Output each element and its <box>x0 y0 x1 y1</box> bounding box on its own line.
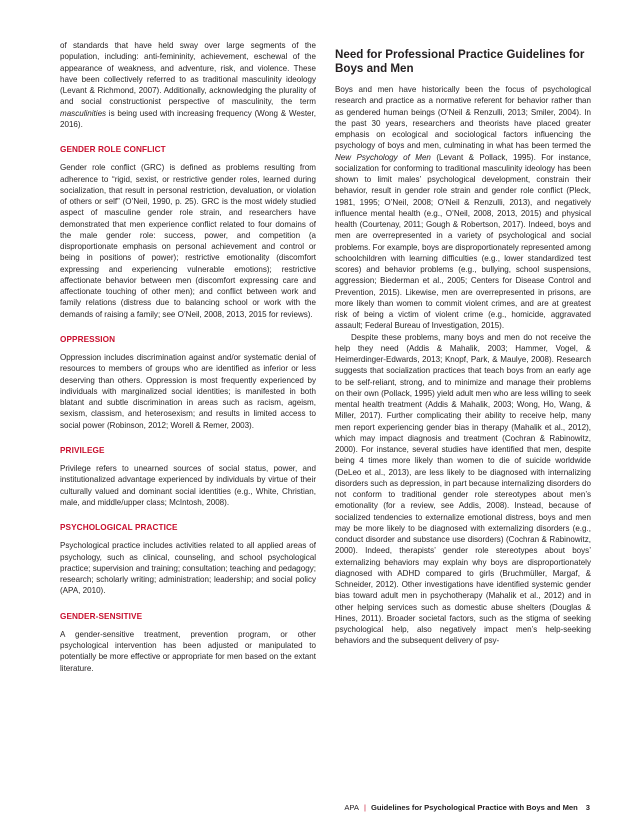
section-heading-privilege: PRIVILEGE <box>60 445 105 455</box>
footer-org: APA <box>344 803 359 812</box>
main-section-heading: Need for Professional Practice Guidelines for Boys and Men <box>335 48 585 75</box>
right-column <box>335 40 591 647</box>
footer-separator: | <box>364 803 366 812</box>
left-column <box>60 40 316 674</box>
right-paragraph-1 <box>335 84 591 332</box>
section-body-psychological-practice: Psychological practice includes activities related to all applied areas of psychology, such as clinical, counseling, and school psychological practice; supervision and training; consultation; teaching and pedagogy; research; scholarly writing; administration; leadership; and social policy (APA, 2010). <box>60 541 316 596</box>
para1-text-a: Boys and men have historically been the focus of psychological research and practice as a normative referent for behavior rather than as gendered human beings (O’Neil & Renzulli, 2013; Smiler, 2004). In the past 30 years, researchers and theorists have placed greater emphasis on ecological and sociological factors influencing the psychology of boys and men, culminating in what has been termed the <box>335 85 591 151</box>
section-heading-oppression: OPPRESSION <box>60 334 116 344</box>
section-body-gender-sensitive: A gender-sensitive treatment, prevention program, or other psychological intervention has been adjusted or manipulated to potentially be more effective or appropriate for men based on the extant literature. <box>60 629 316 673</box>
section-heading-psychological-practice: PSYCHOLOGICAL PRACTICE <box>60 523 178 532</box>
section-heading-gender-role-conflict: GENDER ROLE CONFLICT <box>60 145 166 154</box>
section-body-privilege: Privilege refers to unearned sources of social status, power, and institutionalized advantage experienced by individuals by virtue of their culturally valued and dominant social identities (e.g., White, Christian, male, and middle/upper class; McIntosh, 2008). <box>60 464 316 507</box>
intro-tail: is being used with increasing frequency (Wong & Wester, 2016). <box>60 108 316 129</box>
page-footer <box>344 803 590 812</box>
section-heading-gender-sensitive: GENDER-SENSITIVE <box>60 611 143 621</box>
intro-italic-term: masculinities <box>60 108 107 118</box>
footer-title: Guidelines for Psychological Practice with Boys and Men <box>370 803 578 812</box>
intro-paragraph <box>60 40 316 130</box>
intro-text: of standards that have held sway over large segments of the population, including: anti-femininity, achievement, eschewal of the appearance of weakness, and adventure, risk, and violence. These have been collectively referred to as traditional masculinity ideology (Levant & Richmond, 2007). Additionally, acknowledging the plurality of and social constructionist perspective of masculinity, the term <box>60 41 316 107</box>
section-body-oppression: Oppression includes discrimination against and/or systematic denial of resources to members of groups who are identified as inferior or less deserving than others. Oppression is most frequently experienced by individuals with marginalized social identities; is manifested in both blatant and subtle discrimination in areas such as racism, ageism, sexism, classism, and heterosexism; and results in limited access to social power (Robinson, 2012; Worell & Remer, 2003). <box>60 353 316 430</box>
para1-italic-term: New Psychology of Men <box>335 152 431 162</box>
para1-text-b: (Levant & Pollack, 1995). For instance, socialization for conforming to traditional masculinity ideology has been shown to limit males’ psychological development, constrain their behavior, result in gender role strain and gender role conflict (Pleck, 1981, 1995; O’Neil, 2008; O’Neil & Renzulli, 2013), and negatively influence mental health (e.g., O’Neil, 2008, 2013, 2015) and physical health (Courtenay, 2011; Gough & Robertson, 2017). Indeed, boys and men are overrepresented in a variety of psychological and social problems. For example, boys are disproportionately represented among schoolchildren with learning difficulties (e.g., lower standardized test scores) and behavior problems (e.g., bullying, school suspensions, aggression; Biederman et al., 2005; Centers for Disease Control and Prevention, 2015). Likewise, men are overrepresented in prisons, are more likely than women to commit violent crimes, and are at greatest risk of being a victim of violent crime (e.g., homicide, aggravated assault; Federal Bureau of Investigation, 2015). <box>335 152 591 331</box>
section-body-gender-role-conflict: Gender role conflict (GRC) is defined as problems resulting from adherence to “rigid, sexist, or restrictive gender roles, learned during socialization, that result in personal restriction, devaluation, or violation of others or self” (O’Neil, 1990, p. 25). GRC is the most widely studied aspect of masculine gender role strain, and researchers have demonstrated that men experience conflict related to four domains of the male gender role: success, power, and competition (a disproportionate emphasis on personal achievement and control or being in positions of power); restrictive emotionality (discomfort expressing and experiencing vulnerable emotions); restrictive affectionate behavior between men (discomfort expressing care and affectionate touching of other men); and conflict between work and family relations (distress due to balancing school or work with the demands of raising a family; see O’Neil, 2008, 2013, 2015 for reviews). <box>60 163 316 319</box>
right-paragraph-2: Despite these problems, many boys and men do not receive the help they need (Addis & Mahalik, 2003; Hammer, Vogel, & Heimerdinger-Edwards, 2013; Knopf, Park, & Maulye, 2008). Research suggests that socialization practices that teach boys from an early age to be self-reliant, strong, and to minimize and manage their problems on their own (Pollack, 1995) yield adult men who are less willing to seek mental health treatment (Addis & Mahalik, 2003; Wong, Ho, Wang, & Miller, 2017). Further complicating their ability to receive help, many men report experiencing gender bias in therapy (Mahalik et al., 2012), which may impact diagnosis and treatment (Cochran & Rabinowitz, 2000). For instance, several studies have identified that men, despite being 4 times more likely than women to die of suicide worldwide (DeLeo et al., 2013), are less likely to be diagnosed with internalizing disorders such as depression, in part because internalizing disorders do not conform to traditional gender role stereotypes about men’s emotionality (for a review, see Addis, 2008). Instead, because of socialized tendencies to externalize emotional distress, boys and men may be more likely to be diagnosed with externalizing disorders (e.g., conduct disorder and substance use disorders) (Cochran & Rabinowitz, 2000). Indeed, therapists’ gender role stereotypes about boys’ externalizing behaviors may explain why boys are disproportionately diagnosed with ADHD compared to girls (Bruchmüller, Margaf, & Schneider, 2012). Other investigations have identified systemic gender bias toward adult men in psychotherapy (Mahalik et al., 2012) and in other helping services such as domestic abuse shelters (Douglas & Hines, 2011). Broader societal factors, such as the stigma of seeking psychological help, also negatively impact men’s help-seeking behaviors and the subsequent delivery of psy- <box>335 332 591 646</box>
page-number: 3 <box>585 803 590 812</box>
